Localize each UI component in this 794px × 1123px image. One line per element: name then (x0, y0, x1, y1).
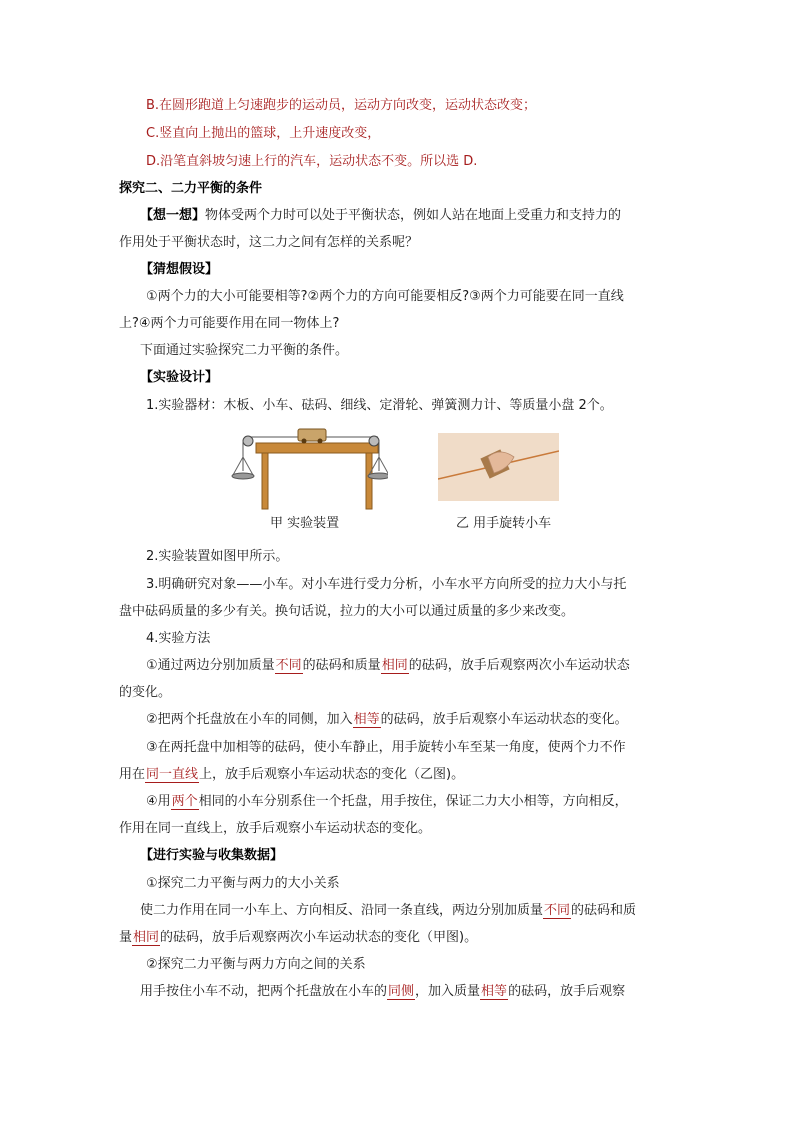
figure-b-caption: 乙 用手旋转小车 (456, 516, 552, 531)
blank-answer: 同侧 (388, 984, 415, 999)
method-4-line-1: ④用两个相同的小车分别系住一个托盘，用手按住，保证二力大小相等，方向相反， (146, 794, 628, 809)
hypothesis-heading: 【猜想假设】 (140, 262, 219, 277)
apparatus-figure (228, 425, 388, 511)
blank-answer: 相等 (481, 984, 508, 999)
section-title: 探究二、二力平衡的条件 (119, 181, 263, 196)
answer-c: C.竖直向上抛出的篮球，上升速度改变， (146, 126, 381, 141)
experiment-2-title: ②探究二力平衡与两力方向之间的关系 (146, 957, 366, 972)
experiment-1-title: ①探究二力平衡与两力的大小关系 (146, 876, 340, 891)
design-heading: 【实验设计】 (140, 370, 219, 385)
table-leg-right (366, 453, 372, 509)
blank-answer: 不同 (275, 658, 302, 673)
answer-d: D.沿笔直斜坡匀速上行的汽车，运动状态不变。所以选 D. (146, 154, 478, 169)
blank-answer: 相同 (381, 658, 408, 673)
cart-wheel-left (302, 439, 307, 444)
method-3-line-2: 用在同一直线上，放手后观察小车运动状态的变化（乙图)。 (119, 767, 465, 782)
equipment-line: 1.实验器材：木板、小车、砝码、细线、定滑轮、弹簧测力计、等质量小盘 2个。 (146, 398, 613, 413)
method-1-line-1: ①通过两边分别加质量不同的砝码和质量相同的砝码，放手后观察两次小车运动状态 (146, 658, 630, 673)
blank-answer: 不同 (544, 903, 571, 918)
table-leg-left (262, 453, 268, 509)
cart-wheel-right (318, 439, 323, 444)
experiment-1-line-1: 使二力作用在同一小车上、方向相反、沿同一条直线，两边分别加质量不同的砝码和质 (140, 903, 637, 918)
blank-answer: 相等 (353, 712, 380, 727)
blank-answer: 相同 (133, 930, 160, 945)
think-tag: 【想一想】 (140, 208, 206, 223)
hypothesis-line-1: ①两个力的大小可能要相等?②两个力的方向可能要相反?③两个力可能要在同一直线 (146, 289, 624, 304)
table-top (256, 443, 378, 453)
method-2: ②把两个托盘放在小车的同侧，加入相等的砝码，放手后观察小车运动状态的变化。 (146, 712, 628, 727)
hypothesis-line-2: 上?④两个力可能要作用在同一物体上? (119, 316, 340, 331)
cart (298, 429, 326, 441)
pulley-left (243, 436, 253, 446)
think-line-1 (140, 207, 679, 225)
step-2: 2.实验装置如图甲所示。 (146, 549, 289, 564)
experiment-1-line-2: 量相同的砝码，放手后观察两次小车运动状态的变化（甲图)。 (119, 930, 478, 945)
figure-a-caption: 甲 实验装置 (270, 516, 340, 531)
method-1-line-2: 的变化。 (119, 685, 172, 700)
blank-answer: 同一直线 (146, 767, 199, 782)
hand-rotate-figure (438, 433, 559, 501)
step-4: 4.实验方法 (146, 631, 211, 646)
step-3-line-1: 3.明确研究对象——小车。对小车进行受力分析，小车水平方向所受的拉力大小与托 (146, 577, 627, 592)
experiment-2-line-1: 用手按住小车不动，把两个托盘放在小车的同侧，加入质量相等的砝码，放手后观察 (140, 984, 626, 999)
blank-answer: 两个 (171, 794, 198, 809)
pan-right (368, 473, 388, 479)
method-4-line-2: 作用在同一直线上，放手后观察小车运动状态的变化。 (119, 821, 432, 836)
pan-left (232, 473, 254, 479)
think-line-2: 作用处于平衡状态时，这二力之间有怎样的关系呢？ (119, 235, 419, 250)
method-3-line-1: ③在两托盘中加相等的砝码，使小车静止，用手旋转小车至某一角度，使两个力不作 (146, 740, 626, 755)
pulley-right (369, 436, 379, 446)
step-3-line-2: 盘中砝码质量的多少有关。换句话说，拉力的大小可以通过质量的多少来改变。 (119, 604, 575, 619)
intro-line: 下面通过实验探究二力平衡的条件。 (140, 343, 349, 358)
answer-b: B.在圆形跑道上匀速跑步的运动员，运动方向改变，运动状态改变； (146, 98, 537, 113)
experiment-heading: 【进行实验与收集数据】 (140, 848, 284, 863)
think-text-1: 物体受两个力时可以处于平衡状态，例如人站在地面上受重力和支持力的 (205, 208, 622, 223)
